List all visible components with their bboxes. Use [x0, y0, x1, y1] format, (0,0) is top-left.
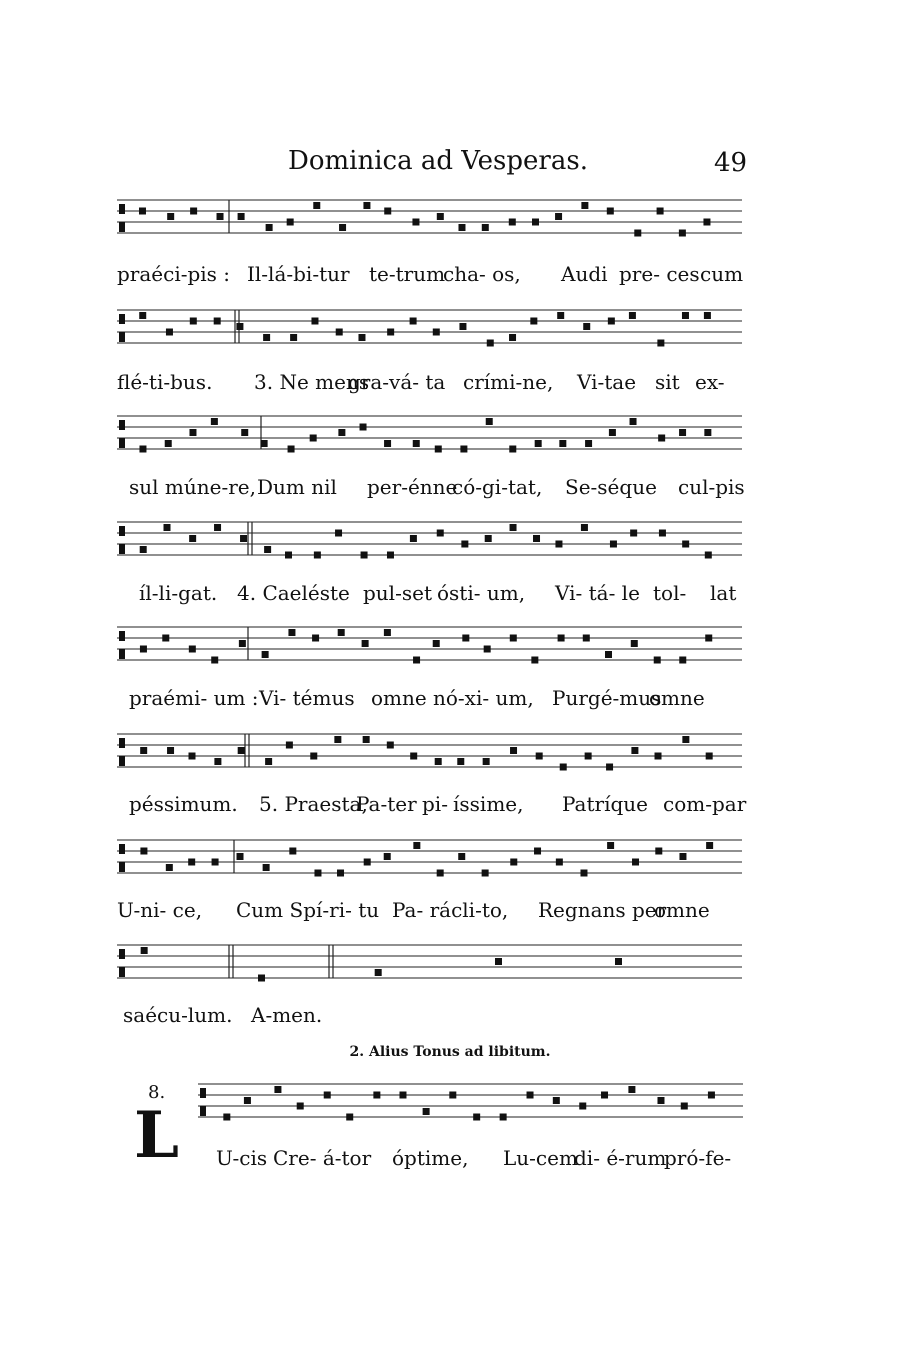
neume: [387, 552, 394, 559]
neume: [358, 334, 365, 341]
neume: [336, 329, 343, 336]
neume: [262, 651, 269, 658]
neume: [449, 1092, 456, 1099]
neume: [433, 329, 440, 336]
lyric-line: [117, 792, 747, 820]
neume: [223, 1114, 230, 1121]
neume: [399, 1092, 406, 1099]
neume: [384, 629, 391, 636]
neume: [560, 764, 567, 771]
neume: [313, 202, 320, 209]
neume: [608, 318, 615, 325]
staff-system: [117, 730, 742, 790]
neume: [457, 758, 464, 765]
lyric-syllable: Cum Spí-ri- tu: [236, 898, 380, 922]
neume: [212, 859, 219, 866]
lyric-syllable: ex-: [695, 370, 725, 394]
neume: [559, 440, 566, 447]
neume: [532, 219, 539, 226]
neume: [167, 213, 174, 220]
neume: [258, 975, 265, 982]
neume: [188, 859, 195, 866]
lyric-syllable: péssimum.: [129, 792, 238, 816]
lyric-syllable: A-men.: [251, 1003, 323, 1027]
do-clef: [119, 526, 125, 554]
neume: [140, 546, 147, 553]
lyric-syllable: per-énne: [367, 475, 458, 499]
neume: [581, 202, 588, 209]
neume: [482, 870, 489, 877]
neume: [324, 1092, 331, 1099]
lyric-line: [117, 370, 742, 398]
lyric-syllable: omne: [649, 686, 705, 710]
do-clef: [119, 314, 125, 342]
neume: [679, 429, 686, 436]
neume: [634, 230, 641, 237]
neume: [679, 657, 686, 664]
lyric-syllable: 4. Caeléste: [237, 581, 350, 605]
lyric-line: [216, 1146, 736, 1174]
neume: [556, 859, 563, 866]
lyric-syllable: omne: [371, 686, 427, 710]
do-clef: [119, 844, 125, 872]
neume: [459, 323, 466, 330]
neume: [536, 753, 543, 760]
neume: [530, 318, 537, 325]
lyric-syllable: te-trum: [369, 262, 446, 286]
lyric-syllable: nó-xi- um,: [433, 686, 534, 710]
neume: [585, 753, 592, 760]
lyric-syllable: cum: [700, 262, 744, 286]
neume: [460, 446, 467, 453]
neume: [630, 530, 637, 537]
neume: [244, 1097, 251, 1104]
neume: [631, 747, 638, 754]
neume: [140, 646, 147, 653]
lyric-syllable: Se-séque: [565, 475, 657, 499]
neume: [189, 535, 196, 542]
lyric-syllable: gra-vá- ta: [348, 370, 446, 394]
neume: [527, 1092, 534, 1099]
lyric-syllable: tol-: [653, 581, 687, 605]
neume: [423, 1108, 430, 1115]
lyric-syllable: óptime,: [392, 1146, 469, 1170]
neume: [266, 224, 273, 231]
neume: [263, 334, 270, 341]
lyric-syllable: Il-lá-bi-tur: [247, 262, 350, 286]
neume: [437, 213, 444, 220]
neume: [240, 535, 247, 542]
lyric-syllable: Vi- tá- le: [555, 581, 640, 605]
neume: [410, 753, 417, 760]
neume: [288, 629, 295, 636]
lyric-syllable: Purgé-mus: [552, 686, 662, 710]
neume: [166, 864, 173, 871]
neume: [510, 747, 517, 754]
neume: [632, 859, 639, 866]
neume: [706, 842, 713, 849]
neume: [297, 1103, 304, 1110]
neume: [384, 208, 391, 215]
lyric-syllable: ósti- um,: [437, 581, 526, 605]
do-clef: [200, 1088, 206, 1116]
mode-number: 8.: [148, 1082, 166, 1103]
neume: [290, 334, 297, 341]
neume: [708, 1092, 715, 1099]
lyric-line: [117, 262, 742, 290]
neume: [657, 1097, 664, 1104]
lyric-syllable: Vi-tae: [577, 370, 637, 394]
neume: [311, 318, 318, 325]
lyric-syllable: cul-pis: [678, 475, 745, 499]
neume: [264, 546, 271, 553]
lyric-syllable: 5. Praesta,: [259, 792, 368, 816]
staff-system: [117, 196, 742, 256]
neume: [263, 864, 270, 871]
neume: [217, 213, 224, 220]
neume: [473, 1114, 480, 1121]
neume: [510, 635, 517, 642]
lyric-syllable: di- é-rum: [574, 1146, 667, 1170]
do-clef: [119, 738, 125, 766]
lyric-line: [117, 475, 745, 503]
drop-cap-initial: L: [134, 1098, 179, 1173]
lyric-syllable: sit: [655, 370, 680, 394]
neume: [236, 323, 243, 330]
neume: [579, 1103, 586, 1110]
neume: [362, 640, 369, 647]
neume: [164, 524, 171, 531]
neume: [615, 958, 622, 965]
neume: [607, 842, 614, 849]
lyric-syllable: cha- os,: [443, 262, 521, 286]
do-clef: [119, 631, 125, 659]
lyric-syllable: flé-ti-bus.: [117, 370, 213, 394]
neume: [679, 230, 686, 237]
neume: [534, 848, 541, 855]
staff-system: [198, 1080, 743, 1140]
neume: [310, 753, 317, 760]
neume: [682, 312, 689, 319]
neume: [337, 870, 344, 877]
section-heading: 2. Alius Tonus ad libitum.: [349, 1044, 551, 1060]
lyric-syllable: U-ni- ce,: [117, 898, 203, 922]
neume: [487, 340, 494, 347]
neume: [704, 312, 711, 319]
neume: [286, 742, 293, 749]
neume: [190, 208, 197, 215]
neume: [703, 219, 710, 226]
do-clef: [119, 420, 125, 448]
neume: [238, 213, 245, 220]
neume: [435, 758, 442, 765]
neume: [214, 758, 221, 765]
page-number: 49: [714, 148, 748, 178]
neume: [461, 541, 468, 548]
neume: [363, 736, 370, 743]
lyric-syllable: Dum nil: [257, 475, 337, 499]
neume: [412, 219, 419, 226]
neume: [387, 329, 394, 336]
neume: [335, 530, 342, 537]
neume: [437, 870, 444, 877]
staff-system: [117, 306, 742, 366]
neume: [339, 224, 346, 231]
neume: [413, 842, 420, 849]
staff-system: [117, 836, 742, 896]
neume: [657, 208, 664, 215]
neume: [165, 440, 172, 447]
lyric-syllable: Audi: [561, 262, 608, 286]
neume: [214, 318, 221, 325]
neume: [631, 640, 638, 647]
lyric-line: [117, 1003, 742, 1031]
neume: [288, 446, 295, 453]
lyric-syllable: Cre- á-tor: [273, 1146, 372, 1170]
neume: [655, 848, 662, 855]
neume: [610, 541, 617, 548]
lyric-syllable: Vi- témus: [259, 686, 355, 710]
neume: [609, 429, 616, 436]
lyric-syllable: Pa-ter: [356, 792, 417, 816]
neume: [360, 424, 367, 431]
neume: [261, 440, 268, 447]
neume: [314, 870, 321, 877]
neume: [605, 651, 612, 658]
neume: [167, 747, 174, 754]
neume: [557, 312, 564, 319]
neume: [166, 329, 173, 336]
neume: [338, 429, 345, 436]
neume: [189, 646, 196, 653]
neume: [628, 1086, 635, 1093]
neume: [495, 958, 502, 965]
neume: [509, 334, 516, 341]
neume: [141, 947, 148, 954]
neume: [704, 429, 711, 436]
neume: [458, 224, 465, 231]
neume: [629, 312, 636, 319]
lyric-syllable: Lu-cem: [503, 1146, 578, 1170]
neume: [509, 446, 516, 453]
neume: [654, 657, 661, 664]
neume: [237, 853, 244, 860]
lyric-syllable: pre- ces: [619, 262, 700, 286]
neume: [289, 848, 296, 855]
lyric-syllable: íssime,: [453, 792, 524, 816]
neume: [435, 446, 442, 453]
neume: [555, 213, 562, 220]
lyric-syllable: pi-: [422, 792, 448, 816]
neume: [553, 1097, 560, 1104]
neume: [682, 541, 689, 548]
neume: [211, 418, 218, 425]
staff-system: [117, 941, 742, 1001]
lyric-syllable: crími-ne,: [463, 370, 554, 394]
staff-system: [117, 518, 742, 578]
neume: [238, 747, 245, 754]
neume: [413, 657, 420, 664]
lyric-line: [117, 686, 742, 714]
neume: [462, 635, 469, 642]
neume: [500, 1114, 507, 1121]
neume: [375, 969, 382, 976]
neume: [214, 524, 221, 531]
neume: [241, 429, 248, 436]
neume: [509, 219, 516, 226]
lyric-syllable: có-gi-tat,: [452, 475, 543, 499]
lyric-syllable: praéci-pis :: [117, 262, 231, 286]
neume: [139, 312, 146, 319]
neume: [681, 1103, 688, 1110]
neume: [558, 635, 565, 642]
staff-system: [117, 623, 742, 683]
staff-system: [117, 412, 742, 472]
neume: [658, 435, 665, 442]
neume: [189, 753, 196, 760]
do-clef: [119, 949, 125, 977]
neume: [531, 657, 538, 664]
neume: [705, 552, 712, 559]
neume: [483, 758, 490, 765]
do-clef: [119, 204, 125, 232]
neume: [239, 640, 246, 647]
neume: [312, 635, 319, 642]
neume: [338, 629, 345, 636]
neume: [484, 646, 491, 653]
lyric-syllable: saécu-lum.: [123, 1003, 233, 1027]
neume: [364, 859, 371, 866]
neume: [630, 418, 637, 425]
neume: [310, 435, 317, 442]
neume: [410, 535, 417, 542]
neume: [287, 219, 294, 226]
lyric-syllable: omne: [654, 898, 710, 922]
neume: [285, 552, 292, 559]
neume: [140, 747, 147, 754]
neume: [655, 753, 662, 760]
neume: [580, 870, 587, 877]
neume: [706, 753, 713, 760]
neume: [314, 552, 321, 559]
neume: [581, 524, 588, 531]
neume: [533, 535, 540, 542]
lyric-syllable: com-par: [663, 792, 747, 816]
lyric-syllable: praémi- um :: [129, 686, 259, 710]
neume: [346, 1114, 353, 1121]
neume: [162, 635, 169, 642]
lyric-syllable: lat: [710, 581, 737, 605]
lyric-syllable: Pa- rácli-to,: [392, 898, 509, 922]
neume: [482, 224, 489, 231]
lyric-syllable: 3. Ne mens: [254, 370, 370, 394]
neume: [510, 524, 517, 531]
lyric-syllable: pró-fe-: [664, 1146, 732, 1170]
neume: [410, 318, 417, 325]
neume: [265, 758, 272, 765]
neume: [606, 764, 613, 771]
page-title: Dominica ad Vesperas.: [288, 146, 588, 176]
neume: [601, 1092, 608, 1099]
neume: [682, 736, 689, 743]
neume: [211, 657, 218, 664]
lyric-line: [117, 581, 742, 609]
neume: [437, 530, 444, 537]
neume: [139, 208, 146, 215]
neume: [583, 635, 590, 642]
lyric-syllable: U-cis: [216, 1146, 268, 1170]
neume: [373, 1092, 380, 1099]
neume: [679, 853, 686, 860]
lyric-line: [117, 898, 742, 926]
neume: [659, 530, 666, 537]
neume: [433, 640, 440, 647]
neume: [607, 208, 614, 215]
neume: [274, 1086, 281, 1093]
neume: [334, 736, 341, 743]
neume: [139, 446, 146, 453]
neume: [555, 541, 562, 548]
neume: [384, 440, 391, 447]
neume: [413, 440, 420, 447]
lyric-syllable: sul múne-re,: [129, 475, 256, 499]
neume: [510, 859, 517, 866]
neume: [458, 853, 465, 860]
neume: [657, 340, 664, 347]
lyric-syllable: Regnans per: [538, 898, 667, 922]
neume: [485, 535, 492, 542]
neume: [583, 323, 590, 330]
neume: [363, 202, 370, 209]
lyric-syllable: pul-set: [363, 581, 432, 605]
neume: [585, 440, 592, 447]
lyric-syllable: íl-li-gat.: [139, 581, 218, 605]
neume: [387, 742, 394, 749]
neume: [705, 635, 712, 642]
neume: [384, 853, 391, 860]
neume: [140, 848, 147, 855]
neume: [190, 318, 197, 325]
neume: [189, 429, 196, 436]
lyric-syllable: Patríque: [562, 792, 648, 816]
neume: [535, 440, 542, 447]
neume: [361, 552, 368, 559]
neume: [486, 418, 493, 425]
